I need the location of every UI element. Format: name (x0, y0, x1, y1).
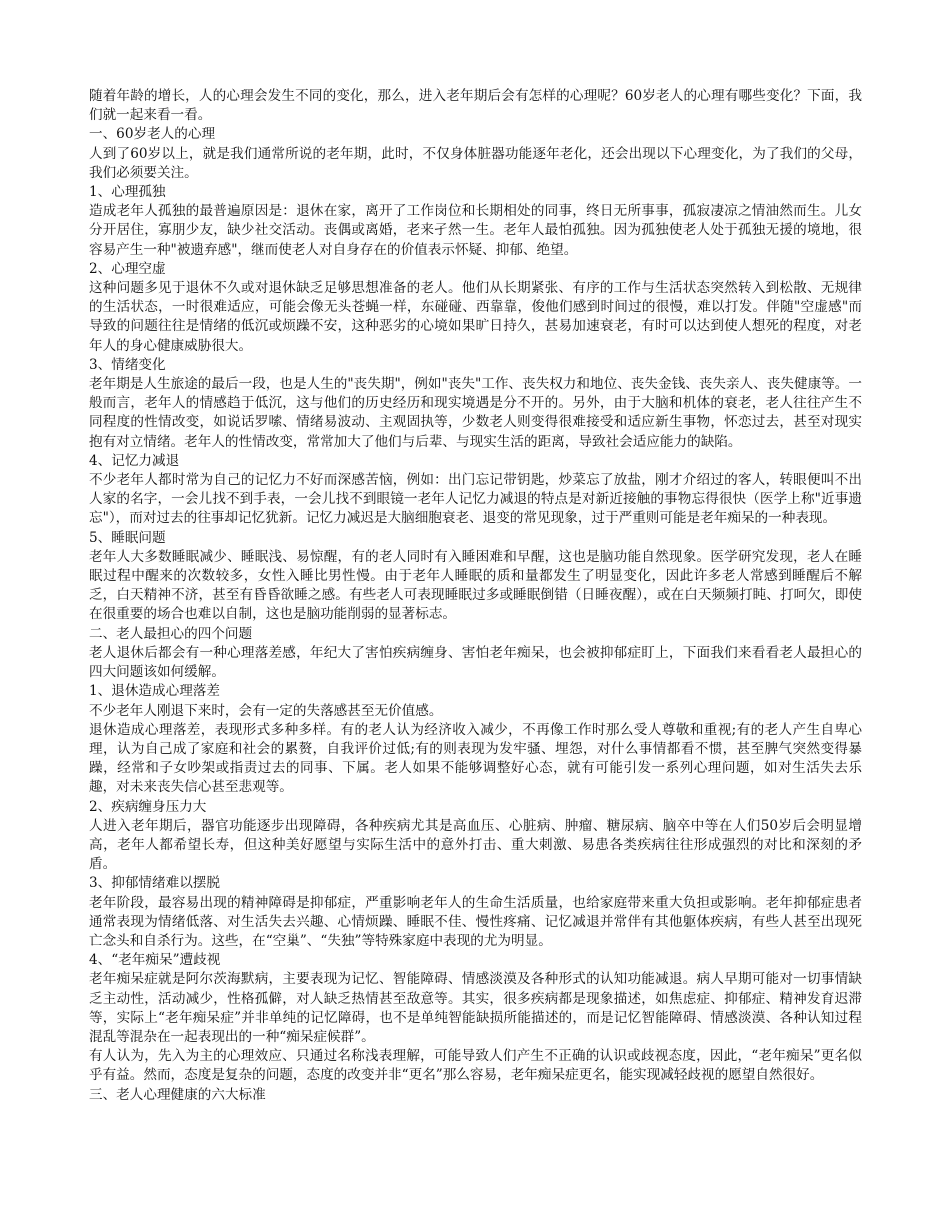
paragraph-retirement-gap-a: 不少老年人刚退下来时，会有一定的失落感甚至无价值感。 (89, 702, 443, 719)
subheading-disease-pressure: 2、疾病缠身压力大 (89, 798, 207, 815)
subheading-loneliness: 1、心理孤独 (89, 184, 166, 201)
subheading-retirement-gap: 1、退休造成心理落差 (89, 683, 220, 700)
intro-paragraph: 随着年龄的增长，人的心理会发生不同的变化，那么，进入老年期后会有怎样的心理呢？60岁老人的心理有哪些变化？下面，我们就一起来看一看。 (89, 88, 862, 124)
section-1-heading: 一、60岁老人的心理 (89, 126, 216, 143)
paragraph-loneliness: 造成老年人孤独的最普遍原因是：退休在家，离开了工作岗位和长期相处的同事，终日无所事事，孤寂凄凉之情油然而生。儿女分开居住，寡朋少友，缺少社交活动。丧偶或离婚，老来孑然一生。老年人最怕孤独。因为孤独使老人处于孤独无援的境地，很容易产生一种"被遗弃感"，继而使老人对自身存在的价值表示怀疑、抑郁、绝望。 (89, 203, 862, 258)
section-3-heading: 三、老人心理健康的六大标准 (89, 1086, 266, 1103)
section-2-intro: 老人退休后都会有一种心理落差感，年纪大了害怕疾病缠身、害怕老年痴呆，也会被抑郁症盯上，下面我们来看看老人最担心的四大问题该如何缓解。 (89, 644, 862, 681)
paragraph-emptiness: 这种问题多见于退休不久或对退休缺乏足够思想准备的老人。他们从长期紧张、有序的工作与生活状态突然转入到松散、无规律的生活状态，一时很难适应，可能会像无头苍蝇一样，东碰碰、西靠靠，俊他们感到时间过的很慢，难以打发。伴随"空虚感"而导致的问题往往是情绪的低沉或烦躁不安，这种恶劣的心境如果旷日持久，甚易加速衰老，有时可以达到使人想死的程度，对老年人的身心健康威胁很大。 (89, 280, 862, 354)
paragraph-retirement-gap-b: 退休造成心理落差，表现形式多种多样。有的老人认为经济收入减少，不再像工作时那么受人尊敬和重视;有的老人产生自卑心理，认为自己成了家庭和社会的累赘，自我评价过低;有的则表现为发牢骚、埋怨，对什么事情都看不惯，甚至脾气突然变得暴躁，经常和子女吵架或指责过去的同事、下属。老人如果不能够调整好心态，就有可能引发一系列心理问题，如对生活失去乐趣，对未来丧失信心甚至悲观等。 (89, 721, 862, 796)
paragraph-dementia-stigma-b: 有人认为，先入为主的心理效应、只通过名称浅表理解，可能导致人们产生不正确的认识或歧视态度，因此，“老年痴呆”更名似乎有益。然而，态度是复杂的问题，态度的改变并非“更名”那么容易，老年痴呆症更名，能实现减轻歧视的愿望自然很好。 (89, 1048, 862, 1084)
subheading-dementia-stigma: 4、“老年痴呆”遭歧视 (89, 952, 221, 969)
subheading-sleep-problems: 5、睡眠问题 (89, 529, 166, 546)
subheading-mood-change: 3、情绪变化 (89, 356, 166, 373)
paragraph-sleep-problems: 老年人大多数睡眠减少、睡眠浅、易惊醒，有的老人同时有入睡困难和早醒，这也是脑功能自然现象。医学研究发现，老人在睡眠过程中醒来的次数较多，女性入睡比男性慢。由于老年人睡眠的质和量都发生了明显变化，因此许多老人常感到睡醒后不解乏，白天精神不济，甚至有昏昏欲睡之感。有些老人可表现睡眠过多或睡眠倒错（日睡夜醒），或在白天频频打盹、打呵欠，即使在很重要的场合也难以自制，这也是脑功能削弱的显著标志。 (89, 548, 862, 623)
section-2-heading: 二、老人最担心的四个问题 (89, 625, 253, 642)
section-1-intro: 人到了60岁以上，就是我们通常所说的老年期，此时，不仅身体脏器功能逐年老化，还会出现以下心理变化，为了我们的父母，我们必须要关注。 (89, 145, 862, 181)
paragraph-dementia-stigma-a: 老年痴呆症就是阿尔茨海默病，主要表现为记忆、智能障碍、情感淡漠及各种形式的认知功能减退。病人早期可能对一切事情缺乏主动性，活动减少，性格孤僻，对人缺乏热情甚至敌意等。其实，很多疾病都是现象描述，如焦虑症、抑郁症、精神发育迟滞等，实际上“老年痴呆症”并非单纯的记忆障碍，也不是单纯智能缺损所能描述的，而是记忆智能障碍、情感淡漠、各种认知过程混乱等混杂在一起表现出的一种“痴呆症候群”。 (89, 971, 862, 1045)
paragraph-depression: 老年阶段，最容易出现的精神障碍是抑郁症，严重影响老年人的生命生活质量，也给家庭带来重大负担或影响。老年抑郁症患者通常表现为情绪低落、对生活失去兴趣、心情烦躁、睡眠不佳、慢性疼痛、记忆减退并常伴有其他躯体疾病，有些人甚至出现死亡念头和自杀行为。这些，在“空巢”、“失独”等特殊家庭中表现的尤为明显。 (89, 894, 862, 949)
subheading-emptiness: 2、心理空虚 (89, 260, 166, 277)
paragraph-mood-change: 老年期是人生旅途的最后一段，也是人生的"丧失期"，例如"丧失"工作、丧失权力和地位、丧失金钱、丧失亲人、丧失健康等。一般而言，老年人的情感趋于低沉，这与他们的历史经历和现实境遇是分不开的。另外，由于大脑和机体的衰老，老人往往产生不同程度的性情改变，如说话罗嗦、情绪易波动、主观固执等，少数老人则变得很难接受和适应新生事物，怀恋过去，甚至对现实抱有对立情绪。老年人的性情改变，常常加大了他们与后辈、与现实生活的距离，导致社会适应能力的缺陷。 (89, 376, 862, 450)
subheading-depression: 3、抑郁情绪难以摆脱 (89, 875, 220, 892)
paragraph-memory-decline: 不少老年人都时常为自己的记忆力不好而深感苦恼，例如：出门忘记带钥匙，炒菜忘了放盐，刚才介绍过的客人，转眼便叫不出人家的名字，一会儿找不到手表，一会儿找不到眼镜一老年人记忆力减退的特点是对新近接触的事物忘得很快（医学上称"近事遗忘"），而对过去的往事却记忆犹新。记忆力减迟是大脑细胞衰老、退变的常见现象，过于严重则可能是老年痴呆的一种表现。 (89, 472, 862, 527)
paragraph-disease-pressure: 人进入老年期后，器官功能逐步出现障碍，各种疾病尤其是高血压、心脏病、肿瘤、糖尿病、脑卒中等在人们50岁后会明显增高，老年人都希望长寿，但这种美好愿望与实际生活中的意外打击、重大刺激、易患各类疾病往往形成强烈的对比和深刻的矛盾。 (89, 817, 862, 873)
subheading-memory-decline: 4、记忆力减退 (89, 452, 180, 469)
